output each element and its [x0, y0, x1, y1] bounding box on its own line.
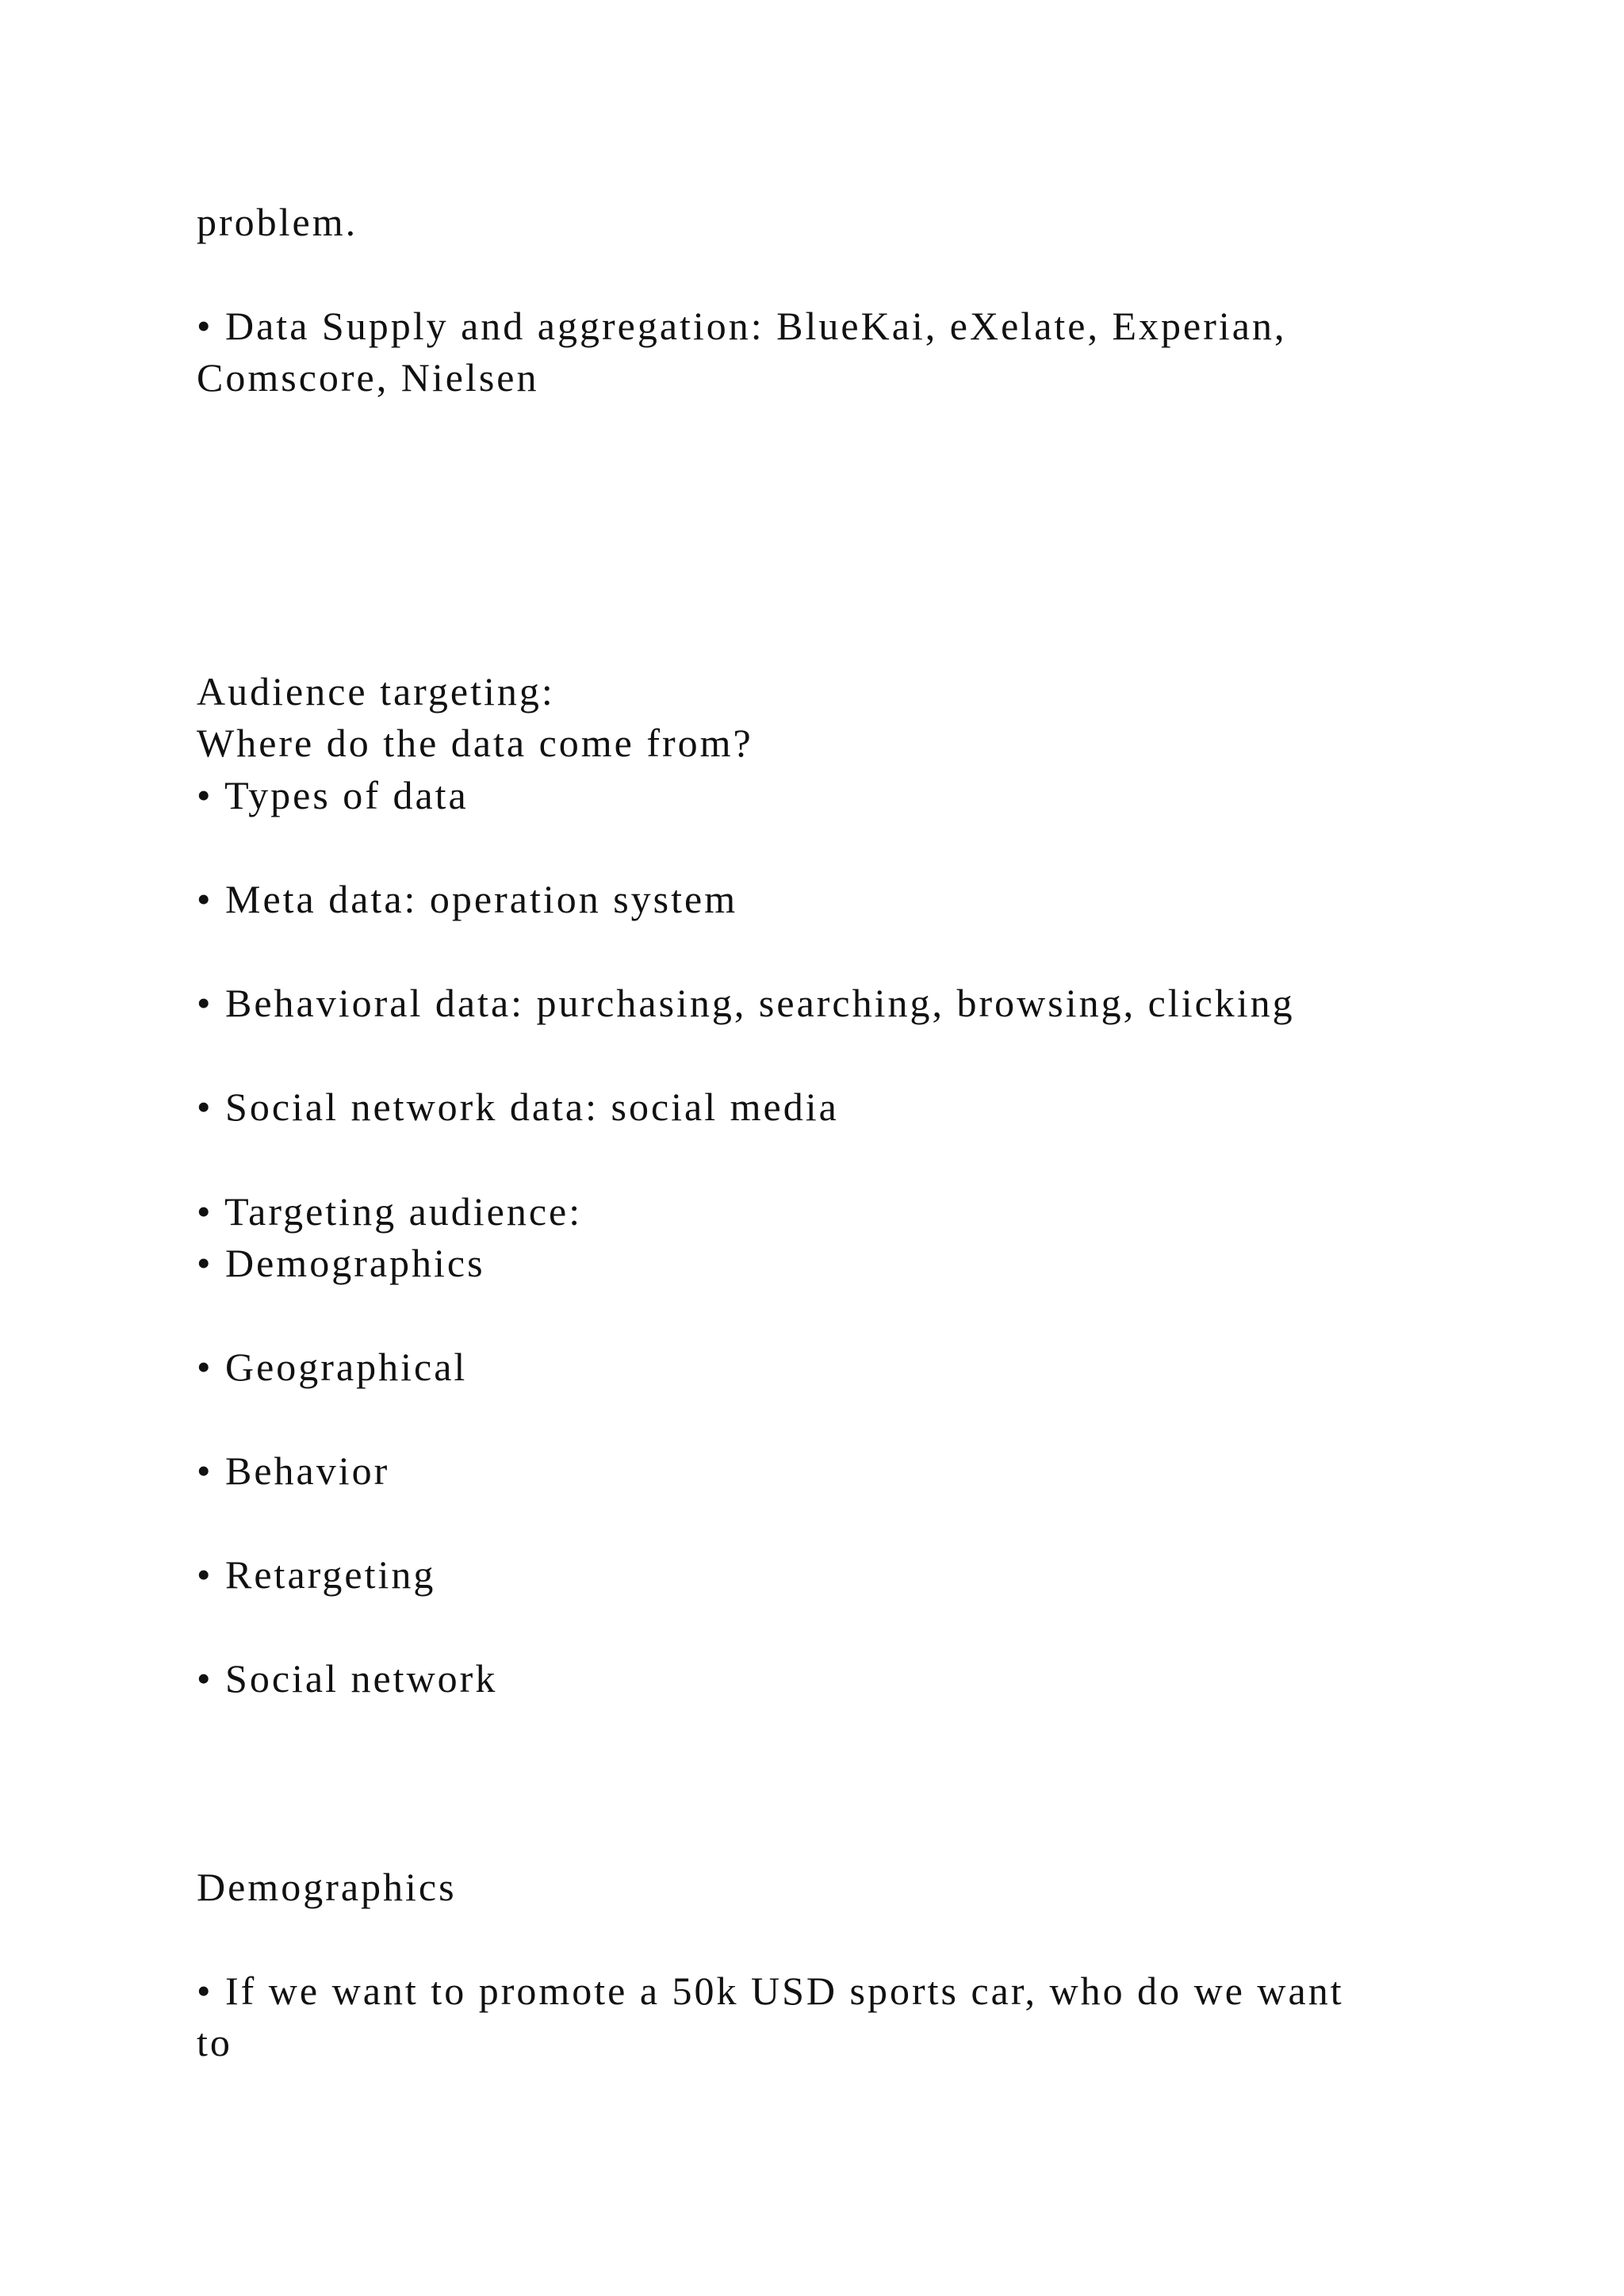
bullet-social-network: • Social network: [197, 1656, 498, 1701]
bullet-social-network-data: • Social network data: social media: [197, 1085, 839, 1129]
audience-targeting-heading: Audience targeting:: [197, 669, 555, 714]
bullet-demographics: • Demographics: [197, 1241, 485, 1285]
bullet-retargeting: • Retargeting: [197, 1552, 436, 1597]
demographics-heading: Demographics: [197, 1865, 457, 1909]
demographics-question-line-1: • If we want to promote a 50k USD sports car, who do we want: [197, 1969, 1344, 2013]
bullet-behavioral-data: • Behavioral data: purchasing, searching, browsing, clicking: [197, 981, 1295, 1025]
paragraph-continuation: problem.: [197, 200, 358, 244]
bullet-geographical: • Geographical: [197, 1345, 468, 1389]
bullet-types-of-data: • Types of data: [197, 773, 469, 817]
data-source-question: Where do the data come from?: [197, 721, 753, 765]
bullet-behavior: • Behavior: [197, 1448, 390, 1493]
demographics-question-line-2: to: [197, 2020, 232, 2064]
data-supply-bullet-line-2: Comscore, Nielsen: [197, 355, 539, 400]
data-supply-bullet-line-1: • Data Supply and aggregation: BlueKai, eXelate, Experian,: [197, 304, 1287, 348]
bullet-meta-data: • Meta data: operation system: [197, 877, 738, 921]
bullet-targeting-audience: • Targeting audience:: [197, 1189, 583, 1234]
